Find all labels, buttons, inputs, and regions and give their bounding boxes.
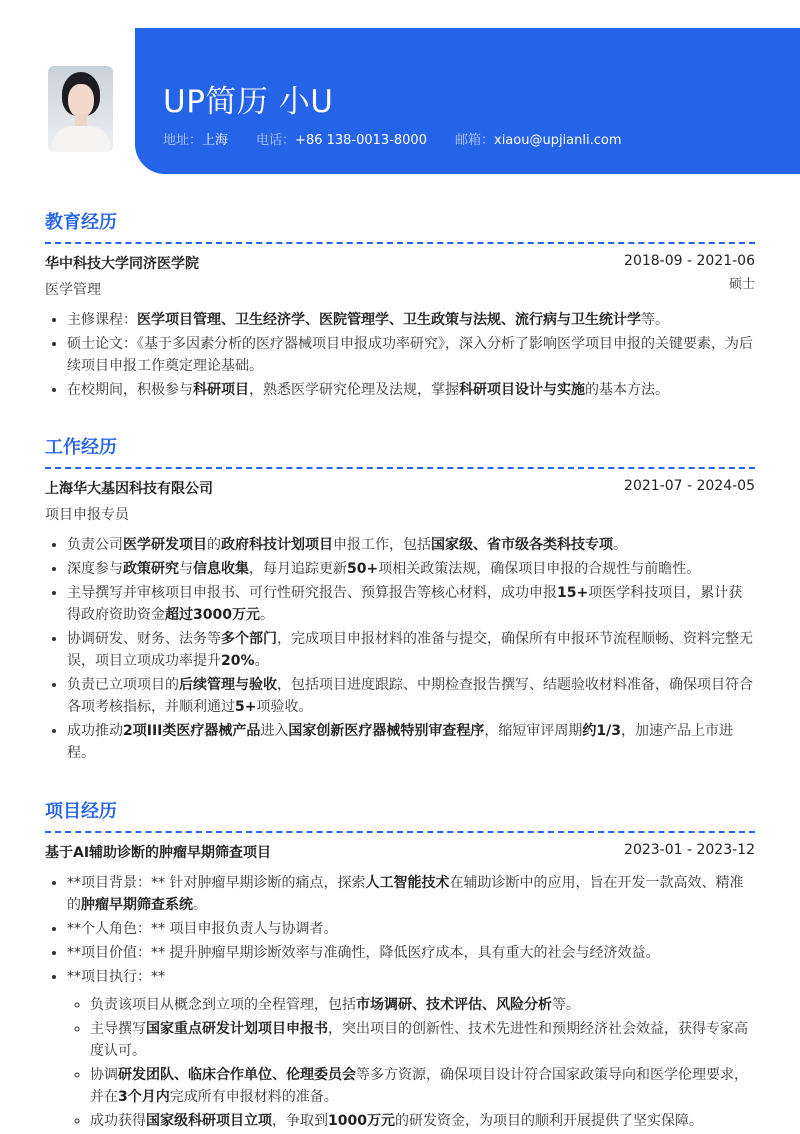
emphasis: 3个月内	[118, 1089, 170, 1105]
list-item: • 负责公司医学研发项目的政府科技计划项目申报工作，包括国家级、省市级各类科技专项。	[67, 534, 755, 556]
list-item: • 协调研发、财务、法务等多个部门，完成项目申报材料的准备与提交，确保所有申报环节流程顺畅、资料完整无误，项目立项成功率提升20%。	[67, 628, 755, 672]
section-divider	[45, 831, 755, 833]
list-item: • 成功推动2项III类医疗器械产品进入国家创新医疗器械特别审查程序，缩短审评周期约1/3，加速产品上市进程。	[67, 720, 755, 764]
avatar-face	[68, 84, 94, 118]
emphasis: 国家重点研发计划项目申报书	[146, 1021, 328, 1037]
emphasis: 1000万元	[328, 1113, 395, 1129]
entry-date: 2023-01 - 2023-12	[624, 842, 755, 858]
education-section	[45, 208, 755, 403]
company-name: 上海华大基因科技有限公司	[45, 481, 213, 497]
sub-list-item: ◦ 成功获得国家级科研项目立项，争取到1000万元的研发资金，为项目的顺利开展提供了坚实保障。	[90, 1110, 755, 1132]
avatar-body	[52, 126, 110, 152]
list-item: • **项目价值：** 提升肿瘤早期诊断效率与准确性，降低医疗成本，具有重大的社会与经济效益。	[67, 942, 755, 964]
section-divider	[45, 467, 755, 469]
work-bullets	[45, 534, 755, 764]
emphasis: 15+	[557, 585, 589, 601]
emphasis: 政策研究	[123, 561, 179, 577]
emphasis: 2项III类医疗器械产品	[123, 723, 261, 739]
emphasis: 5+	[235, 699, 257, 715]
section-title: 项目经历	[45, 801, 117, 822]
emphasis: 50+	[347, 561, 379, 577]
avatar	[48, 66, 113, 152]
emphasis: 国家创新医疗器械特别审查程序	[288, 723, 485, 739]
list-item: • 主修课程：医学项目管理、卫生经济学、医院管理学、卫生政策与法规、流行病与卫生统计学等。	[67, 309, 755, 331]
list-item: • **项目执行：** ◦ 负责该项目从概念到立项的全程管理，包括市场调研、技术评估、风险分析等。 ◦ 主导撰写国家重点研发计划项目申报书，突出项目的创新性、技术先进性和预期经济社会效益，获得专家高度认可。 ◦ 协调研发团队、临床合作单位、伦理委员会等多方资源，确保项目设计符合国家政策导向和医学伦理要求，并在3个月内完成所有申报材料的准备。 ◦ 成功获得国家级科研项目立项，争取到1000万元的研发资金，为项目的顺利开展提供了坚实保障。	[67, 966, 755, 1132]
section-divider	[45, 242, 755, 244]
list-item: • 深度参与政策研究与信息收集，每月追踪更新50+项相关政策法规，确保项目申报的合规性与前瞻性。	[67, 558, 755, 580]
emphasis: 信息收集	[193, 561, 249, 577]
emphasis: 多个部门	[221, 631, 277, 647]
section-title: 教育经历	[45, 212, 117, 233]
candidate-name: UP简历 小U	[163, 84, 334, 120]
project-name: 基于AI辅助诊断的肿瘤早期筛查项目	[45, 845, 272, 861]
list-item: • **个人角色：** 项目申报负责人与协调者。	[67, 918, 755, 940]
list-item: • 主导撰写并审核项目申报书、可行性研究报告、预算报告等核心材料，成功申报15+项医学科技项目，累计获得政府资助资金超过3000万元。	[67, 582, 755, 626]
emphasis: 肿瘤早期筛查系统	[81, 897, 193, 913]
sub-list-item: ◦ 协调研发团队、临床合作单位、伦理委员会等多方资源，确保项目设计符合国家政策导向和医学伦理要求，并在3个月内完成所有申报材料的准备。	[90, 1064, 755, 1108]
entry-header	[45, 253, 755, 273]
contact-address: 地址：上海	[163, 133, 229, 148]
emphasis: 医学研发项目	[123, 537, 207, 553]
emphasis: 约1/3	[582, 723, 621, 739]
emphasis: 政府科技计划项目	[221, 537, 333, 553]
emphasis: 超过3000万元	[165, 607, 260, 623]
emphasis: 国家级科研项目立项	[146, 1113, 272, 1129]
entry-date: 2021-07 - 2024-05	[624, 478, 755, 494]
sub-list-item: ◦ 主导撰写国家重点研发计划项目申报书，突出项目的创新性、技术先进性和预期经济社会效益，获得专家高度认可。	[90, 1018, 755, 1062]
list-item: • 负责已立项项目的后续管理与验收，包括项目进度跟踪、中期检查报告撰写、结题验收材料准备，确保项目符合各项考核指标，并顺利通过5+项验收。	[67, 674, 755, 718]
education-bullets	[45, 309, 755, 401]
work-section	[45, 433, 755, 766]
list-item: • **项目背景：** 针对肿瘤早期诊断的痛点，探索人工智能技术在辅助诊断中的应用，旨在开发一款高效、精准的肿瘤早期筛查系统。	[67, 872, 755, 916]
major: 医学管理	[45, 282, 101, 298]
list-item: • 在校期间，积极参与科研项目，熟悉医学研究伦理及法规，掌握科研项目设计与实施的基本方法。	[67, 379, 755, 401]
emphasis: 国家级、省市级各类科技专项	[431, 537, 613, 553]
project-bullets	[45, 872, 755, 1132]
contact-info	[163, 129, 650, 148]
contact-phone: 电话：+86 138-0013-8000	[256, 133, 427, 148]
emphasis: 科研项目设计与实施	[459, 382, 585, 398]
emphasis: 科研项目	[193, 382, 249, 398]
emphasis: 人工智能技术	[365, 875, 450, 891]
emphasis: 医学项目管理、卫生经济学、医院管理学、卫生政策与法规、流行病与卫生统计学	[137, 312, 641, 328]
sub-list	[67, 994, 755, 1132]
school-name: 华中科技大学同济医学院	[45, 256, 199, 272]
emphasis: 研发团队、临床合作单位、伦理委员会	[118, 1067, 356, 1083]
section-title: 工作经历	[45, 437, 117, 458]
entry-header	[45, 842, 755, 862]
entry-date: 2018-09 - 2021-06	[624, 253, 755, 269]
emphasis: 市场调研、技术评估、风险分析	[356, 997, 552, 1013]
job-role: 项目申报专员	[45, 507, 129, 523]
emphasis: 后续管理与验收	[179, 677, 277, 693]
entry-subheader	[45, 279, 755, 299]
project-section	[45, 797, 755, 1134]
entry-header	[45, 478, 755, 498]
emphasis: 20%	[221, 653, 255, 669]
degree: 硕士	[728, 277, 755, 292]
entry-subheader	[45, 504, 755, 524]
contact-email: 邮箱：xiaou@upjianli.com	[454, 133, 622, 148]
list-item: • 硕士论文：《基于多因素分析的医疗器械项目申报成功率研究》，深入分析了影响医学项目申报的关键要素，为后续项目申报工作奠定理论基础。	[67, 333, 755, 377]
sub-list-item: ◦ 负责该项目从概念到立项的全程管理，包括市场调研、技术评估、风险分析等。	[90, 994, 755, 1016]
